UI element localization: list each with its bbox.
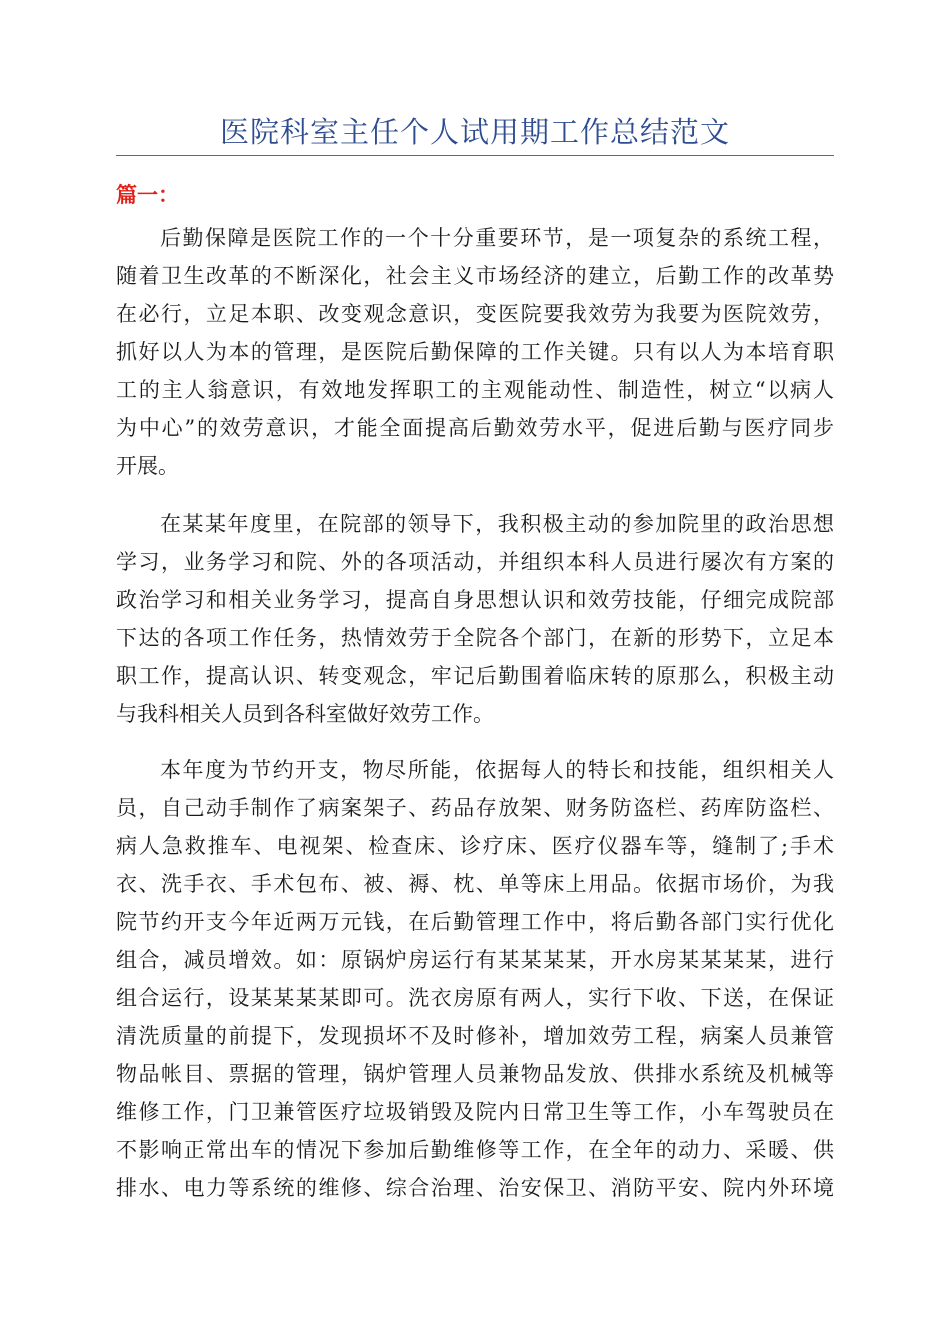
- text-line: 组合，减员增效。如：原锅炉房运行有某某某某，开水房某某某某，进行: [116, 948, 834, 972]
- text-line: 院节约开支今年近两万元钱，在后勤管理工作中，将后勤各部门实行优化: [116, 910, 834, 934]
- text-line: 工的主人翁意识，有效地发挥职工的主观能动性、制造性，树立“以病人: [116, 378, 834, 402]
- text-line: 与我科相关人员到各科室做好效劳工作。: [116, 702, 494, 726]
- text-line: 病人急救推车、电视架、检查床、诊疗床、医疗仪器车等，缝制了;手术: [116, 834, 834, 858]
- text-line: 开展。: [116, 454, 179, 478]
- text-line: 抓好以人为本的管理，是医院后勤保障的工作关键。只有以人为本培育职: [116, 340, 834, 364]
- text-line: 排水、电力等系统的维修、综合治理、治安保卫、消防平安、院内外环境: [116, 1176, 834, 1200]
- paragraph-1: [116, 219, 834, 485]
- text-line: 在某某年度里，在院部的领导下，我积极主动的参加院里的政治思想: [160, 512, 834, 536]
- text-line: 不影响正常出车的情况下参加后勤维修等工作，在全年的动力、采暖、供: [116, 1138, 834, 1162]
- text-line: 员，自己动手制作了病案架子、药品存放架、财务防盗栏、药库防盗栏、: [116, 796, 834, 820]
- text-line: 在必行，立足本职、改变观念意识，变医院要我效劳为我要为医院效劳，: [116, 302, 834, 326]
- text-line: 下达的各项工作任务，热情效劳于全院各个部门，在新的形势下，立足本: [116, 626, 834, 650]
- text-line: 为中心”的效劳意识，才能全面提高后勤效劳水平，促进后勤与医疗同步: [116, 416, 834, 440]
- text-line: 学习，业务学习和院、外的各项活动，并组织本科人员进行屡次有方案的: [116, 550, 834, 574]
- paragraph-3: [116, 751, 834, 1207]
- text-line: 物品帐目、票据的管理，锅炉管理人员兼物品发放、供排水系统及机械等: [116, 1062, 834, 1086]
- section-heading: 篇一：: [116, 183, 179, 207]
- text-line: 衣、洗手衣、手术包布、被、褥、枕、单等床上用品。依据市场价，为我: [116, 872, 834, 896]
- text-line: 本年度为节约开支，物尽所能，依据每人的特长和技能，组织相关人: [160, 758, 834, 782]
- document-title: 医院科室主任个人试用期工作总结范文: [219, 115, 730, 149]
- text-line: 政治学习和相关业务学习，提高自身思想认识和效劳技能，仔细完成院部: [116, 588, 834, 612]
- title-underline: [116, 155, 834, 156]
- text-line: 职工作，提高认识、转变观念，牢记后勤围着临床转的原那么，积极主动: [116, 664, 834, 688]
- paragraph-2: [116, 505, 834, 733]
- text-line: 随着卫生改革的不断深化，社会主义市场经济的建立，后勤工作的改革势: [116, 264, 834, 288]
- text-line: 组合运行，设某某某某即可。洗衣房原有两人，实行下收、下送，在保证: [116, 986, 834, 1010]
- text-line: 维修工作，门卫兼管医疗垃圾销毁及院内日常卫生等工作，小车驾驶员在: [116, 1100, 834, 1124]
- text-line: 清洗质量的前提下，发现损坏不及时修补，增加效劳工程，病案人员兼管: [116, 1024, 834, 1048]
- text-line: 后勤保障是医院工作的一个十分重要环节，是一项复杂的系统工程，: [160, 226, 834, 250]
